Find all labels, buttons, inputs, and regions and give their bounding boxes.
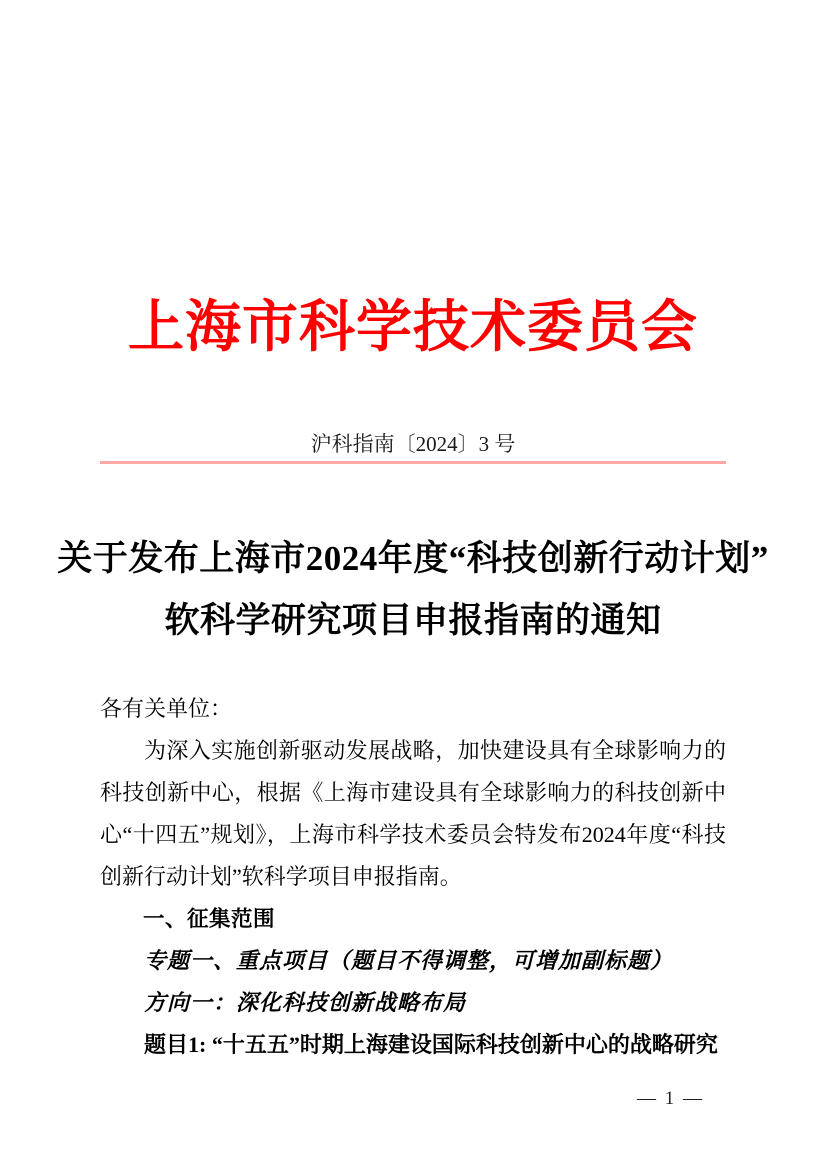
direction-line: 方向一：深化科技创新战略布局 bbox=[144, 990, 467, 1015]
section-heading: 一、征集范围 bbox=[143, 907, 276, 931]
intro-paragraph: 为深入实施创新驱动发展战略，加快建设具有全球影响力的科技创新中心，根据《上海市建设具有全球影响力的科技创新中心“十四五”规划》，上海市科学技术委员会特发布2024年度“科技创新行动计划”软科学项目申报指南。 bbox=[100, 738, 726, 889]
page-number: — 1 — bbox=[637, 1088, 704, 1109]
notice-heading-line-1: 关于发布上海市2024年度“科技创新行动计划” bbox=[57, 539, 769, 578]
notice-heading bbox=[0, 528, 826, 652]
item-line: 题目1: “十五五”时期上海建设国际科技创新中心的战略研究 bbox=[144, 1032, 718, 1057]
org-title: 上海市科学技术委员会 bbox=[128, 297, 698, 359]
document-body bbox=[100, 688, 726, 1066]
topic-line: 专题一、重点项目（题目不得调整，可增加副标题） bbox=[144, 948, 674, 973]
salutation: 各有关单位： bbox=[100, 696, 233, 721]
notice-heading-line-2: 软科学研究项目申报指南的通知 bbox=[164, 601, 662, 640]
red-rule-divider bbox=[100, 461, 726, 464]
doc-number: 沪科指南〔2024〕3 号 bbox=[310, 432, 516, 456]
